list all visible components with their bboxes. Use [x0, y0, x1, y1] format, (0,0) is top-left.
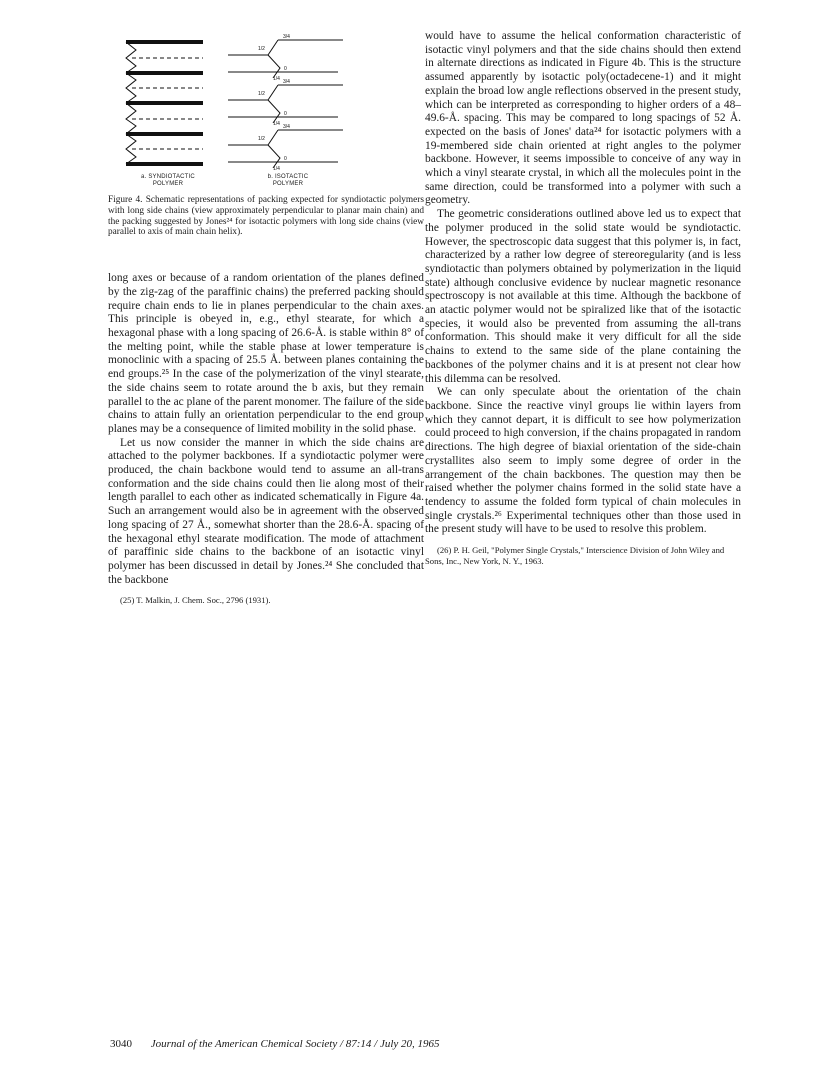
figure-4-diagram: [108, 30, 424, 195]
paragraph: We can only speculate about the orientation of the chain backbone. Since the reactive vinyl groups lie within layers from which they cannot depart, it is difficult to see how polymerization could proceed to high conversion, if the chains propagated in random directions. The high degree of biaxial orientation of the side-chain crystallites also seem to imply some degree of order in the arrangement of the chain backbones. The question may then be raised whether the polymer chains formed in the solid state have a tendency to assume the folded form typical of chain molecules in single crystals.²⁶ Experimental techniques other than those used in the present study will have to be used to resolve this problem.: [425, 386, 741, 536]
right-column: [425, 30, 741, 566]
mark-3-4-b: 3/4: [283, 79, 290, 85]
figure-label-a-line1: a. SYNDIOTACTIC: [141, 174, 195, 180]
paragraph: Let us now consider the manner in which the side chains are attached to the polymer backbones. If a syndiotactic polymer were produced, the chain backbone would tend to assume an all-trans conformation and the side chains could then lie along most of their length parallel to each other as indicated schematically in Figure 4a. Such an arrangement would also be in agreement with the observed long spacing of 27 Å., somewhat shorter than the 28.6-Å. spacing of the hexagonal ethyl stearate modification. The mode of attachment of paraffinic side chains to the backbone of an isotactic vinyl polymer has been discussed in detail by Jones.²⁴ She concluded that the backbone: [108, 436, 424, 586]
mark-0: 0: [284, 66, 287, 72]
mark-3-4-c: 3/4: [283, 124, 290, 130]
figure-label-syndiotactic: [128, 174, 208, 188]
mark-1-2-c: 1/2: [258, 136, 265, 142]
mark-1-4-b: 1/4: [273, 121, 280, 127]
mark-3-4: 3/4: [283, 34, 290, 40]
footnote-26: (26) P. H. Geil, "Polymer Single Crystals," Interscience Division of John Wiley and Sons, Inc., New York, N. Y., 1963.: [425, 545, 725, 566]
journal-citation: Journal of the American Chemical Society / 87:14 / July 20, 1965: [150, 1038, 440, 1050]
left-column: [108, 30, 424, 606]
mark-0-b: 0: [284, 111, 287, 117]
left-body: [108, 272, 424, 587]
page-number: 3040: [110, 1038, 132, 1050]
mark-1-2: 1/2: [258, 46, 265, 52]
right-body: [425, 30, 741, 537]
figure-label-b-line1: b. ISOTACTIC: [267, 174, 309, 180]
figure-4: [108, 30, 424, 195]
paragraph: would have to assume the helical conformation characteristic of isotactic vinyl polymers and that the side chains should then extend in alternate directions as indicated in Figure 4b. This is the structure assumed apparently by isotactic poly(octadecene-1) and it might explain the broad low angle reflections observed in the present study, which can be interpreted as corresponding to higher orders of a 48–49.6-Å. spacing. This may be compared to long spacings of 52 Å. expected on the basis of Jones' data²⁴ for isotactic polymers with a 19-membered side chain oriented at right angles to the polymer backbone. However, it seems impossible to conceive of any way in which a vinyl stearate crystal, in which all the molecules point in the same direction, could be transformed into a polymer with such a geometry.: [425, 30, 741, 207]
figure-caption: Figure 4. Schematic representations of packing expected for syndiotactic polymers with long side chains (view approximately perpendicular to planar main chain) and the packing suggested by Jones²⁴ for isotactic polymers with long side chains (view parallel to axis of main chain helix).: [108, 195, 424, 238]
figure-label-a-line2: POLYMER: [152, 181, 184, 188]
mark-1-4: 1/4: [273, 76, 280, 82]
figure-label-b-line2: POLYMER: [272, 181, 304, 188]
mark-1-2-b: 1/2: [258, 91, 265, 97]
mark-1-4-c: 1/4: [273, 166, 280, 172]
mark-0-c: 0: [284, 156, 287, 162]
page-footer: [110, 1038, 670, 1050]
figure-label-isotactic: [248, 174, 328, 188]
paragraph: The geometric considerations outlined above led us to expect that the polymer produced in the solid state would be syndiotactic. However, the spectroscopic data suggest that this polymer is, in fact, characterized by a rather low degree of stereoregularity (and is less syndiotactic than polymers obtained by polymerization in the liquid state) although conclusive evidence by nuclear magnetic resonance spectroscopy is not available at this time. Although the backbone of an atactic polymer would not be spiralized like that of the isotactic species, it would also be prevented from assuming the all-trans conformation. This should make it very difficult for all the side chains to extend to the same side of the plane containing the backbones of the polymer chains and it is at present not clear how this dilemma can be resolved.: [425, 208, 741, 385]
footnote-25: (25) T. Malkin, J. Chem. Soc., 2796 (1931).: [120, 595, 271, 606]
paragraph: long axes or because of a random orientation of the planes defined by the zig-zag of the paraffinic chains) the preferred packing should require chain ends to lie in planes perpendicular to the chain axes. This principle is obeyed in, e.g., ethyl stearate, for which a hexagonal phase with a long spacing of 26.6-Å. is stable within 8° of the melting point, while the stable phase at lower temperature is monoclinic with a spacing of 25.5 Å. between planes containing the end groups.²⁵ In the case of the polymerization of the vinyl stearate, the side chains seem to rotate around the b axis, but they remain parallel to the ac plane of the parent monomer. The failure of the side chains to attain fully an orientation perpendicular to the end group planes may be a consequence of limited mobility in the solid phase.: [108, 272, 424, 435]
